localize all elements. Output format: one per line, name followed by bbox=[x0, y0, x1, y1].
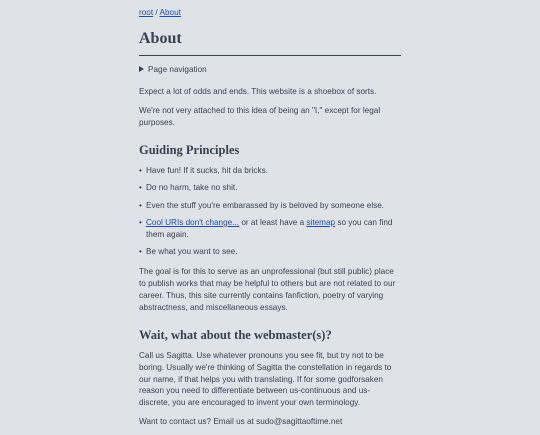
breadcrumb bbox=[139, 7, 401, 19]
list-item bbox=[139, 217, 401, 241]
list-item-text: or at least have a bbox=[239, 217, 307, 227]
breadcrumb-root-link[interactable]: root bbox=[139, 8, 154, 17]
list-item-text: Be what you want to see. bbox=[146, 247, 238, 257]
bullet-icon: • bbox=[139, 165, 142, 175]
page-navigation-toggle[interactable] bbox=[139, 64, 401, 76]
sitemap-link[interactable]: sitemap bbox=[306, 217, 336, 227]
contact-paragraph: Want to contact us? Email us at sudo@sagittaoftime.net bbox=[139, 417, 343, 427]
list-item-text: Even the stuff you're embarassed by is beloved by someone else. bbox=[146, 200, 385, 210]
bullet-icon: • bbox=[139, 183, 142, 193]
main-content bbox=[139, 7, 401, 435]
breadcrumb-separator: / bbox=[155, 8, 158, 17]
list-item bbox=[139, 200, 401, 212]
disclosure-triangle-icon bbox=[139, 66, 144, 72]
bullet-icon: • bbox=[139, 247, 142, 257]
page-title: About bbox=[139, 27, 401, 56]
intro-paragraph-2: We're not very attached to this idea of being an "I," except for legal purposes. bbox=[139, 105, 381, 127]
webmaster-paragraph: Call us Sagitta. Use whatever pronouns you see fit, but try not to be boring. Usually we're thinking of Sagitta the constellation in regards to our name, if that helps you with translating. If for some godforsaken reason you need to differentiate between us-continuous and us-discrete, you are encouraged to invent your own terminology. bbox=[139, 350, 392, 408]
list-item bbox=[139, 165, 401, 177]
principles-heading: Guiding Principles bbox=[139, 142, 240, 157]
page-navigation-label: Page navigation bbox=[148, 65, 207, 75]
list-item-text: Have fun! If it sucks, hit da bricks. bbox=[146, 165, 268, 175]
breadcrumb-current-link[interactable]: About bbox=[159, 8, 181, 17]
cool-uris-link[interactable]: Cool URIs don't change... bbox=[146, 217, 240, 227]
bullet-icon: • bbox=[139, 200, 142, 210]
goal-paragraph: The goal is for this to serve as an unprofessional (but still public) place to publish works that may be helpful to others but are not related to our career. Thus, this site currently contains fanfiction, poetry of varying abstractness, and miscellaneous essays. bbox=[139, 267, 396, 312]
list-item-text: Do no harm, take no shit. bbox=[146, 183, 238, 193]
principles-list bbox=[139, 165, 401, 258]
list-item bbox=[139, 246, 401, 258]
intro-paragraph-1: Expect a lot of odds and ends. This website is a shoebox of sorts. bbox=[139, 86, 377, 96]
webmaster-heading: Wait, what about the webmaster(s)? bbox=[139, 327, 332, 342]
bullet-icon: • bbox=[139, 217, 142, 227]
list-item bbox=[139, 182, 401, 194]
list-item-text: so you can find them again. bbox=[146, 217, 393, 239]
